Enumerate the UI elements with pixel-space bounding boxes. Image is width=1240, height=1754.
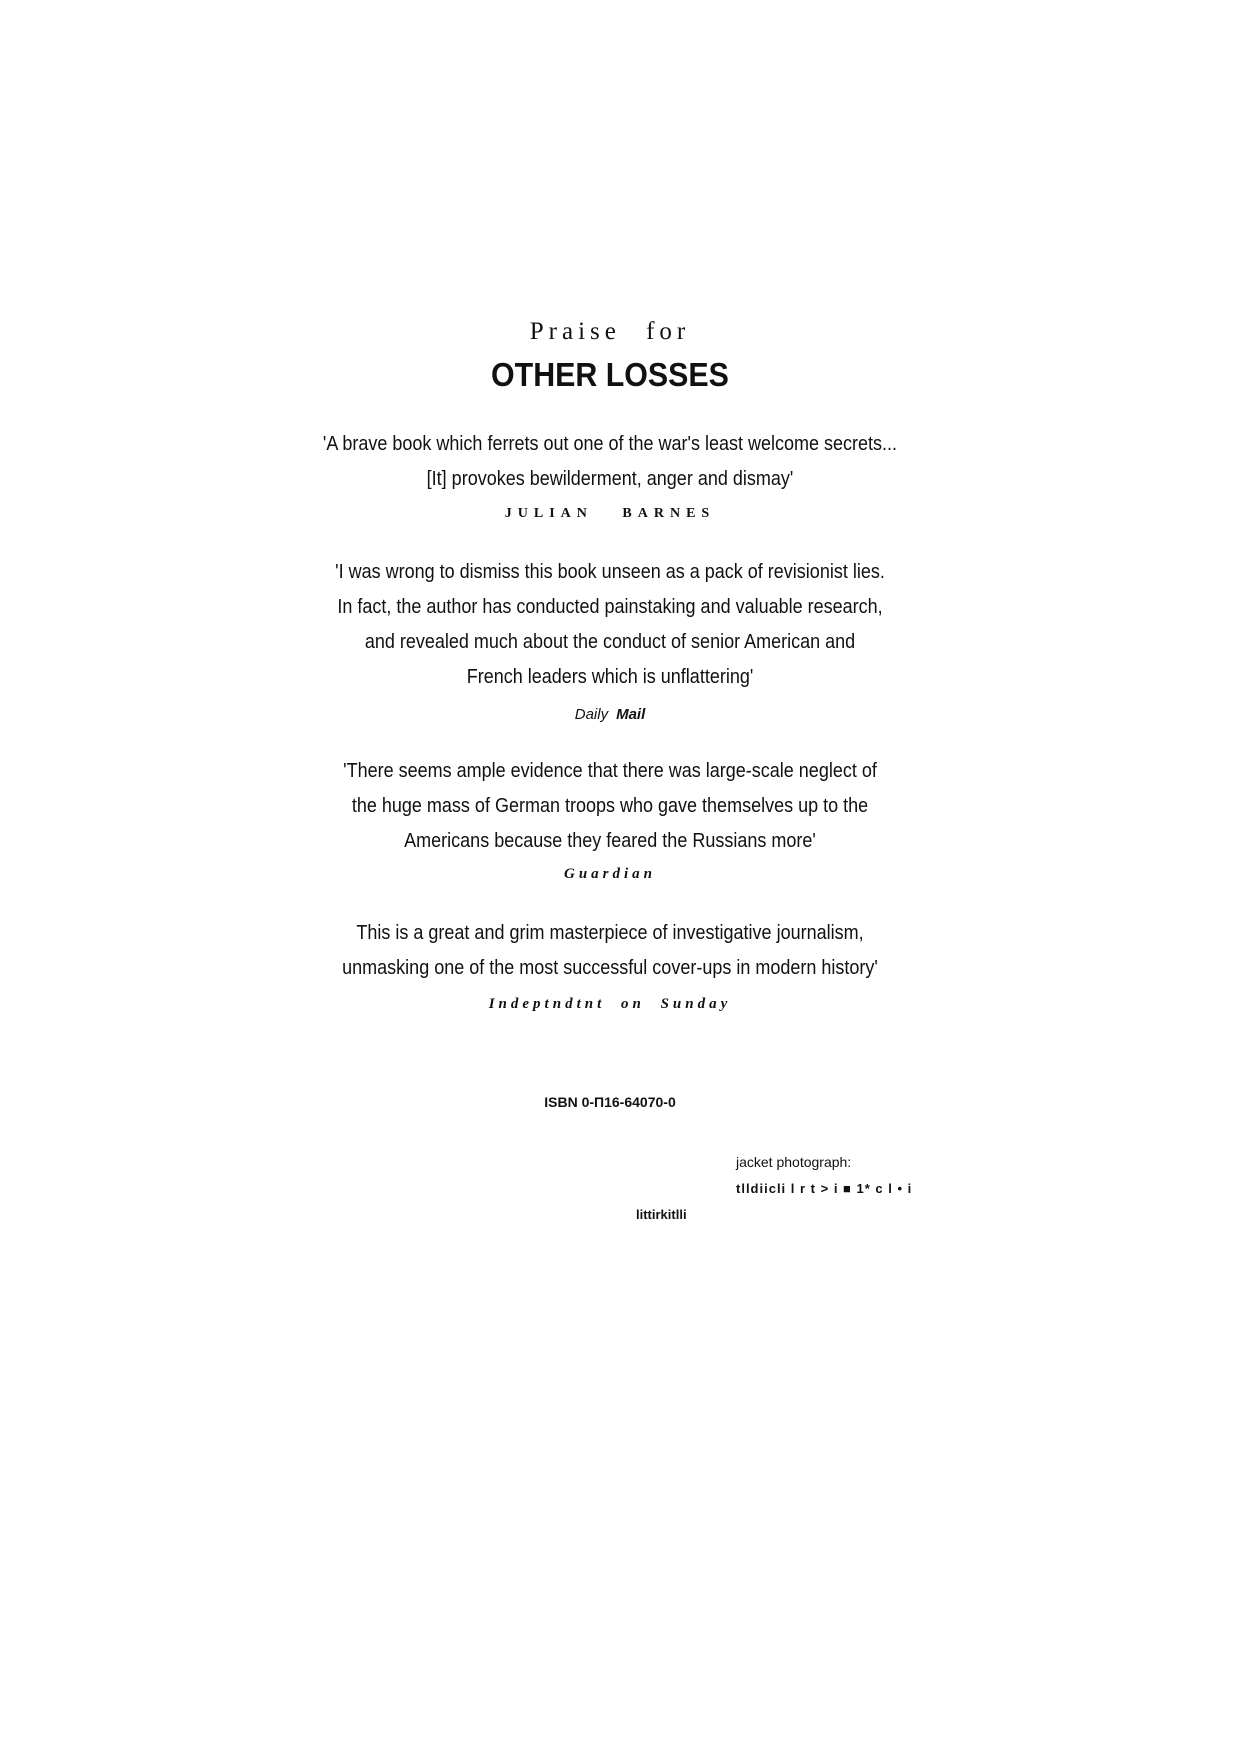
jacket-photo-credit-name-continued: littirkitlli (636, 1207, 687, 1222)
quote-line: 'I was wrong to dismiss this book unseen as a pack of revisionist lies. (335, 561, 885, 583)
quote-barnes (286, 427, 934, 497)
jacket-photo-credit-name: tlldiicli l r t > i ■ 1* c l • i (736, 1181, 913, 1196)
quote-line: In fact, the author has conducted painstaking and valuable research, (337, 596, 883, 618)
quote-guardian (286, 754, 934, 859)
quote-line: [It] provokes bewilderment, anger and dismay' (426, 468, 794, 490)
attribution-mail: Mail (616, 706, 646, 723)
attribution-julian-barnes: JULIAN BARNES (504, 506, 716, 521)
quote-line: 'A brave book which ferrets out one of the war's least welcome secrets... (322, 433, 898, 455)
quote-line: and revealed much about the conduct of senior American and (364, 631, 856, 653)
attribution-daily-mail (250, 706, 970, 723)
jacket-photo-credit-label: jacket photograph: (736, 1154, 852, 1170)
quote-independent (286, 916, 934, 986)
praise-for-heading: Praise for (529, 318, 691, 345)
quote-line: Americans because they feared the Russians more' (404, 830, 816, 852)
attribution-independent-on-sunday: Indeptndtnt on Sunday (488, 996, 732, 1012)
quote-line: unmasking one of the most successful cover-ups in modern history' (342, 957, 878, 979)
quote-daily-mail (286, 555, 934, 695)
quote-line: French leaders which is unflattering' (466, 666, 754, 688)
quote-line: the huge mass of German troops who gave themselves up to the (351, 795, 869, 817)
book-title: OTHER LOSSES (491, 356, 729, 393)
attribution-guardian: Guardian (563, 866, 657, 882)
quote-line: 'There seems ample evidence that there was large-scale neglect of (343, 760, 877, 782)
attribution-daily: Daily (574, 706, 609, 723)
isbn: ISBN 0-П16-64070-0 (544, 1094, 676, 1110)
quote-line: This is a great and grim masterpiece of investigative journalism, (356, 922, 864, 944)
